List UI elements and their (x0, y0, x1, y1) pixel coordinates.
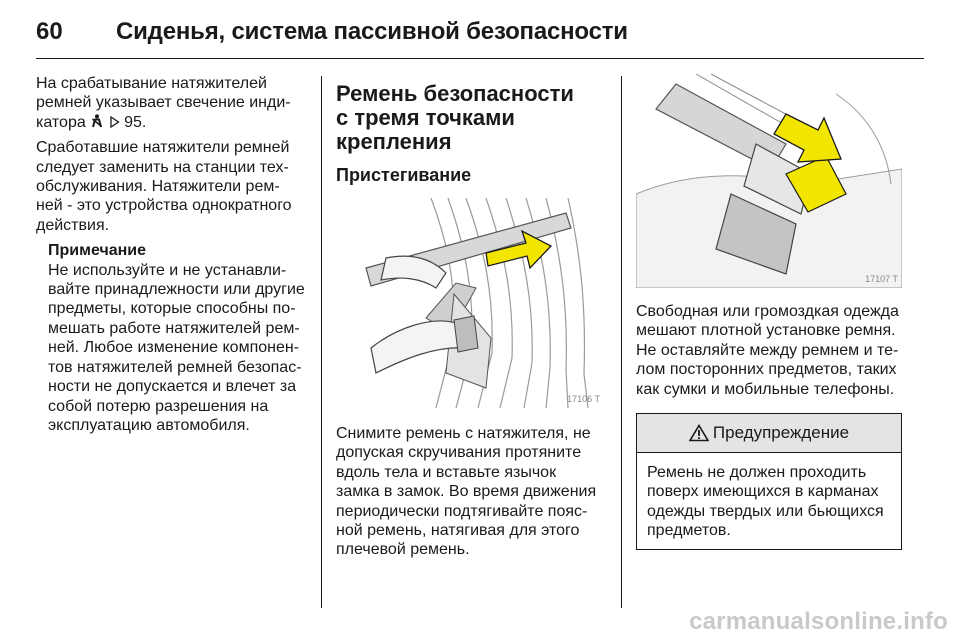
warning-header (637, 414, 901, 453)
watermark: carmanualsonline.info (689, 608, 948, 635)
figure-id: 17106 T (567, 394, 600, 404)
text-line: ремней указывает свечение инди- (36, 94, 291, 112)
column-divider-1 (321, 76, 322, 608)
page-header (36, 14, 628, 50)
text-line: Снимите ремень с натяжителя, не (336, 425, 591, 442)
text-line: ней. Любое изменение компонен- (48, 339, 300, 357)
text-line: вдоль тела и вставьте язычок (336, 463, 557, 481)
heading-line: Ремень безопасности (336, 81, 574, 106)
header-rule (36, 58, 924, 59)
text-line: одежды твердых или бьющихся (647, 502, 884, 520)
page-reference[interactable]: 95. (124, 113, 147, 131)
note-block (48, 241, 308, 435)
text-line: как сумки и мобильные телефоны. (636, 380, 895, 398)
column-1 (36, 74, 308, 441)
text-line: предметы, которые способны по- (48, 300, 296, 318)
section-heading (336, 82, 606, 154)
column-2 (336, 74, 606, 566)
warning-box (636, 413, 902, 550)
text-line: катора (36, 113, 86, 131)
text-line: действия. (36, 216, 110, 234)
text-line: допуская скручивания протяните (336, 444, 582, 462)
text-line: собой потерю разрешения на (48, 397, 269, 415)
text-line: Сработавшие натяжители ремней (36, 139, 290, 157)
text-line: вайте принадлежности или другие (48, 281, 305, 299)
text-line: Ремень не должен проходить (647, 464, 867, 482)
buckling-figure (336, 198, 604, 408)
text-line: следует заменить на станции тех- (36, 158, 289, 176)
text-line: тов натяжителей ремней безопас- (48, 358, 302, 376)
text-line: Не используйте и не устанавли- (48, 261, 287, 279)
buckle-figure (636, 74, 902, 288)
text-line: мешать работе натяжителей рем- (48, 319, 300, 337)
seatbelt-warning-icon (90, 114, 104, 129)
page-number: 60 (36, 18, 63, 45)
text-line: периодически подтягивайте пояс- (336, 502, 588, 520)
seatbelt-buckle-illustration (636, 74, 902, 288)
text-line: плечевой ремень. (336, 541, 470, 559)
text-line: замка в замок. Во время движения (336, 483, 597, 501)
note-text (48, 261, 308, 436)
heading-line: с тремя точками крепления (336, 105, 515, 154)
text-line: ной ремень, натягивая для этого (336, 522, 580, 540)
figure-id: 17107 T (865, 274, 898, 284)
text-line: Не оставляйте между ремнем и те- (636, 341, 899, 359)
column-3 (636, 74, 902, 550)
warning-triangle-icon (689, 424, 709, 442)
text-line: ности не допускается и влечет за (48, 378, 297, 396)
pretensioner-indicator-paragraph (36, 74, 308, 132)
clothing-advice-paragraph (636, 302, 902, 399)
pretensioner-replacement-paragraph (36, 138, 308, 235)
warning-text (647, 463, 891, 541)
warning-body (637, 453, 901, 549)
text-line: предметов. (647, 522, 731, 540)
seatbelt-buckling-illustration (336, 198, 604, 408)
text-line: поверх имеющихся в карманах (647, 483, 879, 501)
text-line: мешают плотной установке ремня. (636, 322, 896, 340)
text-line: На срабатывание натяжителей (36, 75, 267, 92)
text-line: обслуживания. Натяжители рем- (36, 178, 280, 196)
warning-title: Предупреждение (712, 423, 850, 443)
page-title: Сиденья, система пассивной безопасности (116, 18, 628, 45)
text-line: ней - это устройства однократного (36, 197, 292, 215)
subsection-heading: Пристегивание (336, 165, 472, 185)
page-ref-triangle-icon[interactable] (109, 116, 120, 128)
text-line: лом посторонних предметов, таких (636, 361, 897, 379)
text-line: эксплуатацию автомобиля. (48, 416, 250, 434)
column-divider-2 (621, 76, 622, 608)
text-line: Свободная или громоздкая одежда (636, 303, 899, 320)
buckling-instructions (336, 424, 606, 560)
note-heading: Примечание (48, 242, 147, 260)
